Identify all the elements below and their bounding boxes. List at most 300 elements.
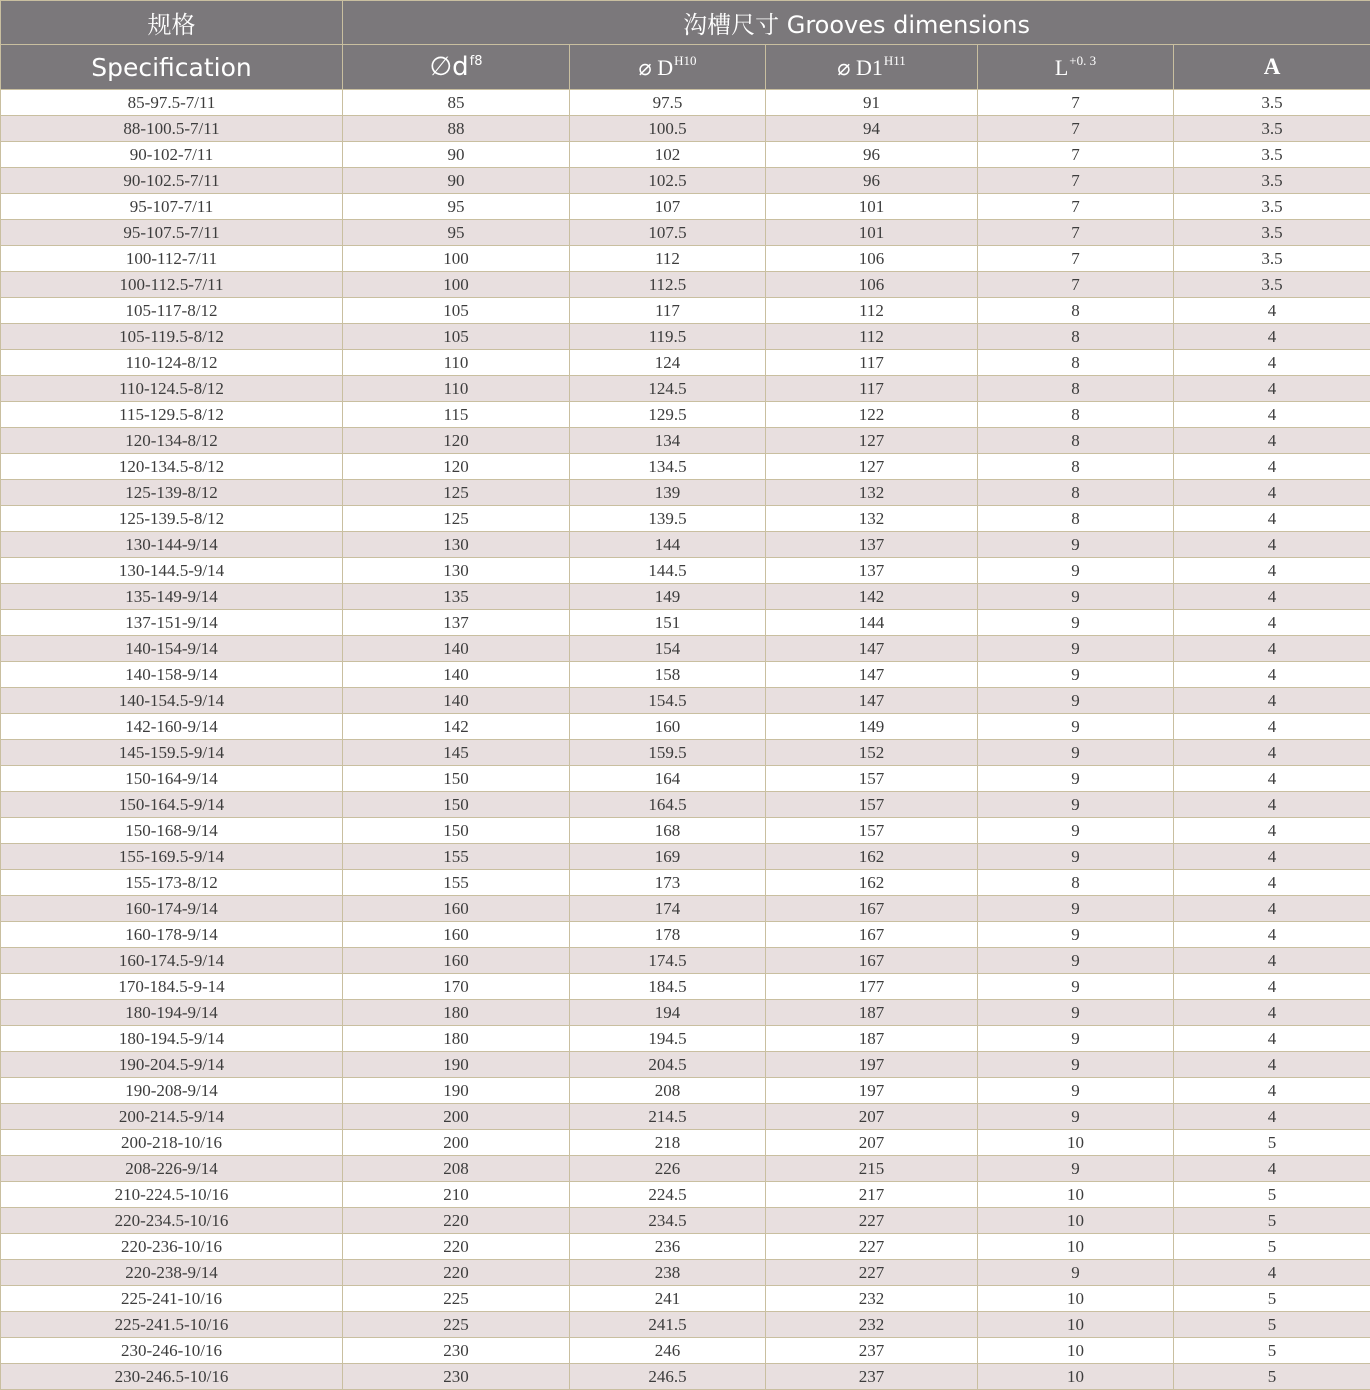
A-cell: 4 xyxy=(1174,870,1370,896)
D1-cell: 237 xyxy=(766,1364,978,1390)
d-cell: 140 xyxy=(343,636,570,662)
D-cell: 144 xyxy=(570,532,766,558)
spec-cell: 140-154.5-9/14 xyxy=(1,688,343,714)
A-cell: 4 xyxy=(1174,584,1370,610)
A-cell: 4 xyxy=(1174,610,1370,636)
col-header-L xyxy=(978,45,1174,90)
D-cell: 102.5 xyxy=(570,168,766,194)
spec-cell: 225-241-10/16 xyxy=(1,1286,343,1312)
table-row xyxy=(1,558,1370,584)
D-cell: 194 xyxy=(570,1000,766,1026)
d-cell: 190 xyxy=(343,1078,570,1104)
spec-cell: 230-246-10/16 xyxy=(1,1338,343,1364)
table-row xyxy=(1,714,1370,740)
A-cell: 4 xyxy=(1174,298,1370,324)
A-cell: 3.5 xyxy=(1174,142,1370,168)
D-cell: 129.5 xyxy=(570,402,766,428)
A-cell: 4 xyxy=(1174,740,1370,766)
col-header-D1 xyxy=(766,45,978,90)
spec-cell: 210-224.5-10/16 xyxy=(1,1182,343,1208)
D-cell: 184.5 xyxy=(570,974,766,1000)
D1-cell: 117 xyxy=(766,376,978,402)
d-cell: 115 xyxy=(343,402,570,428)
D1-cell: 147 xyxy=(766,688,978,714)
A-cell: 4 xyxy=(1174,636,1370,662)
A-cell: 5 xyxy=(1174,1312,1370,1338)
A-cell: 4 xyxy=(1174,662,1370,688)
A-cell: 3.5 xyxy=(1174,272,1370,298)
D-cell: 97.5 xyxy=(570,90,766,116)
D-cell: 134.5 xyxy=(570,454,766,480)
d-cell: 170 xyxy=(343,974,570,1000)
D-cell: 174.5 xyxy=(570,948,766,974)
L-cell: 8 xyxy=(978,402,1174,428)
table-row xyxy=(1,220,1370,246)
D1-cell: 149 xyxy=(766,714,978,740)
d-cell: 220 xyxy=(343,1234,570,1260)
L-cell: 9 xyxy=(978,662,1174,688)
D1-cell: 91 xyxy=(766,90,978,116)
D-cell: 154.5 xyxy=(570,688,766,714)
L-cell: 10 xyxy=(978,1364,1174,1390)
D1-cell: 162 xyxy=(766,870,978,896)
spec-cell: 190-208-9/14 xyxy=(1,1078,343,1104)
d-cell: 100 xyxy=(343,246,570,272)
D1-cell: 152 xyxy=(766,740,978,766)
D1-cell: 157 xyxy=(766,766,978,792)
L-cell: 8 xyxy=(978,298,1174,324)
table-row xyxy=(1,844,1370,870)
D1-cell: 215 xyxy=(766,1156,978,1182)
d-cell: 208 xyxy=(343,1156,570,1182)
d-cell: 230 xyxy=(343,1338,570,1364)
D1-cell: 187 xyxy=(766,1026,978,1052)
table-row xyxy=(1,480,1370,506)
d-cell: 140 xyxy=(343,688,570,714)
L-cell: 9 xyxy=(978,974,1174,1000)
spec-cell: 170-184.5-9-14 xyxy=(1,974,343,1000)
L-cell: 9 xyxy=(978,766,1174,792)
table-row xyxy=(1,506,1370,532)
L-cell: 10 xyxy=(978,1286,1174,1312)
L-cell: 9 xyxy=(978,1026,1174,1052)
D1-cell: 127 xyxy=(766,454,978,480)
A-cell: 4 xyxy=(1174,324,1370,350)
D-cell: 204.5 xyxy=(570,1052,766,1078)
D1-cell: 227 xyxy=(766,1260,978,1286)
A-cell: 5 xyxy=(1174,1234,1370,1260)
A-cell: 4 xyxy=(1174,792,1370,818)
table-row xyxy=(1,1234,1370,1260)
L-cell: 9 xyxy=(978,922,1174,948)
table-row xyxy=(1,350,1370,376)
D-cell: 124.5 xyxy=(570,376,766,402)
table-row xyxy=(1,324,1370,350)
D1-cell: 227 xyxy=(766,1234,978,1260)
col-header-D1-symbol: ⌀ D1 xyxy=(837,55,883,80)
d-cell: 190 xyxy=(343,1052,570,1078)
table-row xyxy=(1,636,1370,662)
d-cell: 95 xyxy=(343,220,570,246)
A-cell: 4 xyxy=(1174,1000,1370,1026)
table-row xyxy=(1,1000,1370,1026)
d-cell: 105 xyxy=(343,298,570,324)
D1-cell: 157 xyxy=(766,818,978,844)
spec-cn-header: 规格 xyxy=(1,1,343,45)
D-cell: 164.5 xyxy=(570,792,766,818)
A-cell: 4 xyxy=(1174,428,1370,454)
d-cell: 160 xyxy=(343,922,570,948)
D1-cell: 112 xyxy=(766,298,978,324)
d-cell: 95 xyxy=(343,194,570,220)
spec-en-header: Specification xyxy=(1,45,343,90)
d-cell: 120 xyxy=(343,428,570,454)
D1-cell: 137 xyxy=(766,532,978,558)
L-cell: 7 xyxy=(978,194,1174,220)
spec-cell: 160-174.5-9/14 xyxy=(1,948,343,974)
spec-cell: 160-174-9/14 xyxy=(1,896,343,922)
L-cell: 9 xyxy=(978,688,1174,714)
spec-cell: 88-100.5-7/11 xyxy=(1,116,343,142)
table-row xyxy=(1,1182,1370,1208)
d-cell: 142 xyxy=(343,714,570,740)
D1-cell: 106 xyxy=(766,272,978,298)
d-cell: 230 xyxy=(343,1364,570,1390)
D-cell: 214.5 xyxy=(570,1104,766,1130)
table-row xyxy=(1,1026,1370,1052)
table-row xyxy=(1,948,1370,974)
A-cell: 4 xyxy=(1174,1260,1370,1286)
spec-cell: 225-241.5-10/16 xyxy=(1,1312,343,1338)
D-cell: 144.5 xyxy=(570,558,766,584)
A-cell: 4 xyxy=(1174,688,1370,714)
L-cell: 8 xyxy=(978,350,1174,376)
D-cell: 124 xyxy=(570,350,766,376)
spec-cell: 208-226-9/14 xyxy=(1,1156,343,1182)
table-row xyxy=(1,922,1370,948)
D-cell: 117 xyxy=(570,298,766,324)
A-cell: 4 xyxy=(1174,1104,1370,1130)
A-cell: 4 xyxy=(1174,844,1370,870)
A-cell: 3.5 xyxy=(1174,116,1370,142)
L-cell: 9 xyxy=(978,818,1174,844)
D1-cell: 122 xyxy=(766,402,978,428)
d-cell: 125 xyxy=(343,506,570,532)
spec-cell: 110-124-8/12 xyxy=(1,350,343,376)
A-cell: 4 xyxy=(1174,376,1370,402)
L-cell: 8 xyxy=(978,870,1174,896)
D1-cell: 106 xyxy=(766,246,978,272)
D-cell: 218 xyxy=(570,1130,766,1156)
spec-cell: 125-139.5-8/12 xyxy=(1,506,343,532)
spec-cell: 130-144-9/14 xyxy=(1,532,343,558)
L-cell: 10 xyxy=(978,1234,1174,1260)
table-row xyxy=(1,376,1370,402)
L-cell: 8 xyxy=(978,506,1174,532)
d-cell: 135 xyxy=(343,584,570,610)
D-cell: 241 xyxy=(570,1286,766,1312)
table-row xyxy=(1,1364,1370,1390)
table-row xyxy=(1,662,1370,688)
A-cell: 4 xyxy=(1174,402,1370,428)
table-row xyxy=(1,194,1370,220)
table-row xyxy=(1,740,1370,766)
d-cell: 145 xyxy=(343,740,570,766)
L-cell: 10 xyxy=(978,1182,1174,1208)
D1-cell: 227 xyxy=(766,1208,978,1234)
spec-cell: 150-164-9/14 xyxy=(1,766,343,792)
D-cell: 112 xyxy=(570,246,766,272)
table-row xyxy=(1,766,1370,792)
A-cell: 4 xyxy=(1174,766,1370,792)
spec-cell: 100-112.5-7/11 xyxy=(1,272,343,298)
d-cell: 150 xyxy=(343,766,570,792)
D1-cell: 147 xyxy=(766,636,978,662)
d-cell: 220 xyxy=(343,1208,570,1234)
D-cell: 178 xyxy=(570,922,766,948)
D1-cell: 132 xyxy=(766,506,978,532)
header-row-columns xyxy=(1,45,1370,90)
L-cell: 9 xyxy=(978,558,1174,584)
A-cell: 4 xyxy=(1174,350,1370,376)
A-cell: 4 xyxy=(1174,922,1370,948)
D-cell: 100.5 xyxy=(570,116,766,142)
D-cell: 173 xyxy=(570,870,766,896)
d-cell: 210 xyxy=(343,1182,570,1208)
d-cell: 125 xyxy=(343,480,570,506)
L-cell: 9 xyxy=(978,1078,1174,1104)
d-cell: 85 xyxy=(343,90,570,116)
D1-cell: 101 xyxy=(766,194,978,220)
spec-cell: 142-160-9/14 xyxy=(1,714,343,740)
table-row xyxy=(1,1078,1370,1104)
L-cell: 7 xyxy=(978,90,1174,116)
D-cell: 160 xyxy=(570,714,766,740)
D-cell: 238 xyxy=(570,1260,766,1286)
D-cell: 226 xyxy=(570,1156,766,1182)
A-cell: 4 xyxy=(1174,1026,1370,1052)
D-cell: 107.5 xyxy=(570,220,766,246)
table-row xyxy=(1,610,1370,636)
table-row xyxy=(1,298,1370,324)
d-cell: 160 xyxy=(343,948,570,974)
D-cell: 134 xyxy=(570,428,766,454)
L-cell: 9 xyxy=(978,584,1174,610)
table-row xyxy=(1,688,1370,714)
col-header-d-symbol: ∅d xyxy=(429,52,468,82)
table-row xyxy=(1,870,1370,896)
spec-cell: 200-218-10/16 xyxy=(1,1130,343,1156)
L-cell: 9 xyxy=(978,1156,1174,1182)
table-row xyxy=(1,1156,1370,1182)
d-cell: 110 xyxy=(343,350,570,376)
L-cell: 8 xyxy=(978,428,1174,454)
table-row xyxy=(1,168,1370,194)
spec-cell: 137-151-9/14 xyxy=(1,610,343,636)
A-cell: 5 xyxy=(1174,1338,1370,1364)
table-row xyxy=(1,428,1370,454)
table-row xyxy=(1,90,1370,116)
spec-cell: 180-194-9/14 xyxy=(1,1000,343,1026)
d-cell: 100 xyxy=(343,272,570,298)
L-cell: 7 xyxy=(978,246,1174,272)
A-cell: 4 xyxy=(1174,532,1370,558)
L-cell: 9 xyxy=(978,740,1174,766)
D1-cell: 237 xyxy=(766,1338,978,1364)
D1-cell: 157 xyxy=(766,792,978,818)
D-cell: 149 xyxy=(570,584,766,610)
table-row xyxy=(1,974,1370,1000)
spec-cell: 150-164.5-9/14 xyxy=(1,792,343,818)
d-cell: 160 xyxy=(343,896,570,922)
D1-cell: 144 xyxy=(766,610,978,636)
L-cell: 9 xyxy=(978,1052,1174,1078)
spec-cell: 220-234.5-10/16 xyxy=(1,1208,343,1234)
D-cell: 102 xyxy=(570,142,766,168)
table-row xyxy=(1,584,1370,610)
L-cell: 9 xyxy=(978,610,1174,636)
spec-cell: 85-97.5-7/11 xyxy=(1,90,343,116)
D-cell: 194.5 xyxy=(570,1026,766,1052)
L-cell: 10 xyxy=(978,1312,1174,1338)
col-header-D1-tolerance: H11 xyxy=(884,53,906,68)
D1-cell: 96 xyxy=(766,142,978,168)
header-row-top xyxy=(1,1,1370,45)
D1-cell: 167 xyxy=(766,922,978,948)
table-row xyxy=(1,142,1370,168)
table-row xyxy=(1,532,1370,558)
L-cell: 10 xyxy=(978,1130,1174,1156)
d-cell: 150 xyxy=(343,818,570,844)
grooves-dimensions-header: 沟槽尺寸 Grooves dimensions xyxy=(343,1,1370,45)
D-cell: 168 xyxy=(570,818,766,844)
D-cell: 246 xyxy=(570,1338,766,1364)
spec-cell: 145-159.5-9/14 xyxy=(1,740,343,766)
spec-cell: 125-139-8/12 xyxy=(1,480,343,506)
L-cell: 7 xyxy=(978,142,1174,168)
D-cell: 164 xyxy=(570,766,766,792)
table-row xyxy=(1,402,1370,428)
L-cell: 10 xyxy=(978,1338,1174,1364)
D-cell: 119.5 xyxy=(570,324,766,350)
table-row xyxy=(1,1104,1370,1130)
D1-cell: 232 xyxy=(766,1312,978,1338)
D1-cell: 207 xyxy=(766,1130,978,1156)
table-row xyxy=(1,1338,1370,1364)
d-cell: 155 xyxy=(343,844,570,870)
spec-cell: 95-107-7/11 xyxy=(1,194,343,220)
A-cell: 4 xyxy=(1174,818,1370,844)
D1-cell: 147 xyxy=(766,662,978,688)
spec-cell: 140-158-9/14 xyxy=(1,662,343,688)
D-cell: 208 xyxy=(570,1078,766,1104)
spec-cell: 180-194.5-9/14 xyxy=(1,1026,343,1052)
table-row xyxy=(1,1312,1370,1338)
L-cell: 7 xyxy=(978,272,1174,298)
L-cell: 8 xyxy=(978,324,1174,350)
D-cell: 154 xyxy=(570,636,766,662)
L-cell: 9 xyxy=(978,1260,1174,1286)
D-cell: 246.5 xyxy=(570,1364,766,1390)
col-header-D-tolerance: H10 xyxy=(674,53,696,68)
table-body xyxy=(1,90,1370,1390)
D1-cell: 207 xyxy=(766,1104,978,1130)
D-cell: 236 xyxy=(570,1234,766,1260)
spec-cell: 95-107.5-7/11 xyxy=(1,220,343,246)
D1-cell: 232 xyxy=(766,1286,978,1312)
D1-cell: 112 xyxy=(766,324,978,350)
D1-cell: 167 xyxy=(766,896,978,922)
D1-cell: 101 xyxy=(766,220,978,246)
d-cell: 105 xyxy=(343,324,570,350)
D-cell: 151 xyxy=(570,610,766,636)
A-cell: 4 xyxy=(1174,948,1370,974)
L-cell: 9 xyxy=(978,792,1174,818)
spec-cell: 190-204.5-9/14 xyxy=(1,1052,343,1078)
table-header xyxy=(1,1,1370,90)
d-cell: 225 xyxy=(343,1312,570,1338)
A-cell: 3.5 xyxy=(1174,220,1370,246)
A-cell: 4 xyxy=(1174,896,1370,922)
d-cell: 90 xyxy=(343,142,570,168)
L-cell: 10 xyxy=(978,1208,1174,1234)
D-cell: 139.5 xyxy=(570,506,766,532)
D-cell: 234.5 xyxy=(570,1208,766,1234)
col-header-D xyxy=(570,45,766,90)
table-row xyxy=(1,792,1370,818)
D-cell: 241.5 xyxy=(570,1312,766,1338)
D1-cell: 167 xyxy=(766,948,978,974)
d-cell: 110 xyxy=(343,376,570,402)
A-cell: 4 xyxy=(1174,480,1370,506)
D-cell: 169 xyxy=(570,844,766,870)
table-row xyxy=(1,1130,1370,1156)
L-cell: 9 xyxy=(978,1000,1174,1026)
A-cell: 3.5 xyxy=(1174,246,1370,272)
col-header-A-symbol: A xyxy=(1264,54,1281,79)
spec-cell: 90-102.5-7/11 xyxy=(1,168,343,194)
L-cell: 8 xyxy=(978,454,1174,480)
d-cell: 88 xyxy=(343,116,570,142)
d-cell: 180 xyxy=(343,1000,570,1026)
spec-cell: 220-236-10/16 xyxy=(1,1234,343,1260)
spec-cell: 120-134.5-8/12 xyxy=(1,454,343,480)
col-header-d-tolerance: f8 xyxy=(470,54,483,69)
A-cell: 3.5 xyxy=(1174,90,1370,116)
L-cell: 9 xyxy=(978,1104,1174,1130)
spec-cell: 155-173-8/12 xyxy=(1,870,343,896)
A-cell: 3.5 xyxy=(1174,194,1370,220)
col-header-A xyxy=(1174,45,1370,90)
table-row xyxy=(1,1260,1370,1286)
L-cell: 8 xyxy=(978,480,1174,506)
d-cell: 200 xyxy=(343,1104,570,1130)
D-cell: 174 xyxy=(570,896,766,922)
spec-cell: 220-238-9/14 xyxy=(1,1260,343,1286)
A-cell: 4 xyxy=(1174,974,1370,1000)
d-cell: 137 xyxy=(343,610,570,636)
spec-cell: 140-154-9/14 xyxy=(1,636,343,662)
D1-cell: 137 xyxy=(766,558,978,584)
A-cell: 5 xyxy=(1174,1286,1370,1312)
table-row xyxy=(1,246,1370,272)
D-cell: 159.5 xyxy=(570,740,766,766)
D1-cell: 132 xyxy=(766,480,978,506)
D1-cell: 217 xyxy=(766,1182,978,1208)
d-cell: 180 xyxy=(343,1026,570,1052)
d-cell: 155 xyxy=(343,870,570,896)
D-cell: 112.5 xyxy=(570,272,766,298)
